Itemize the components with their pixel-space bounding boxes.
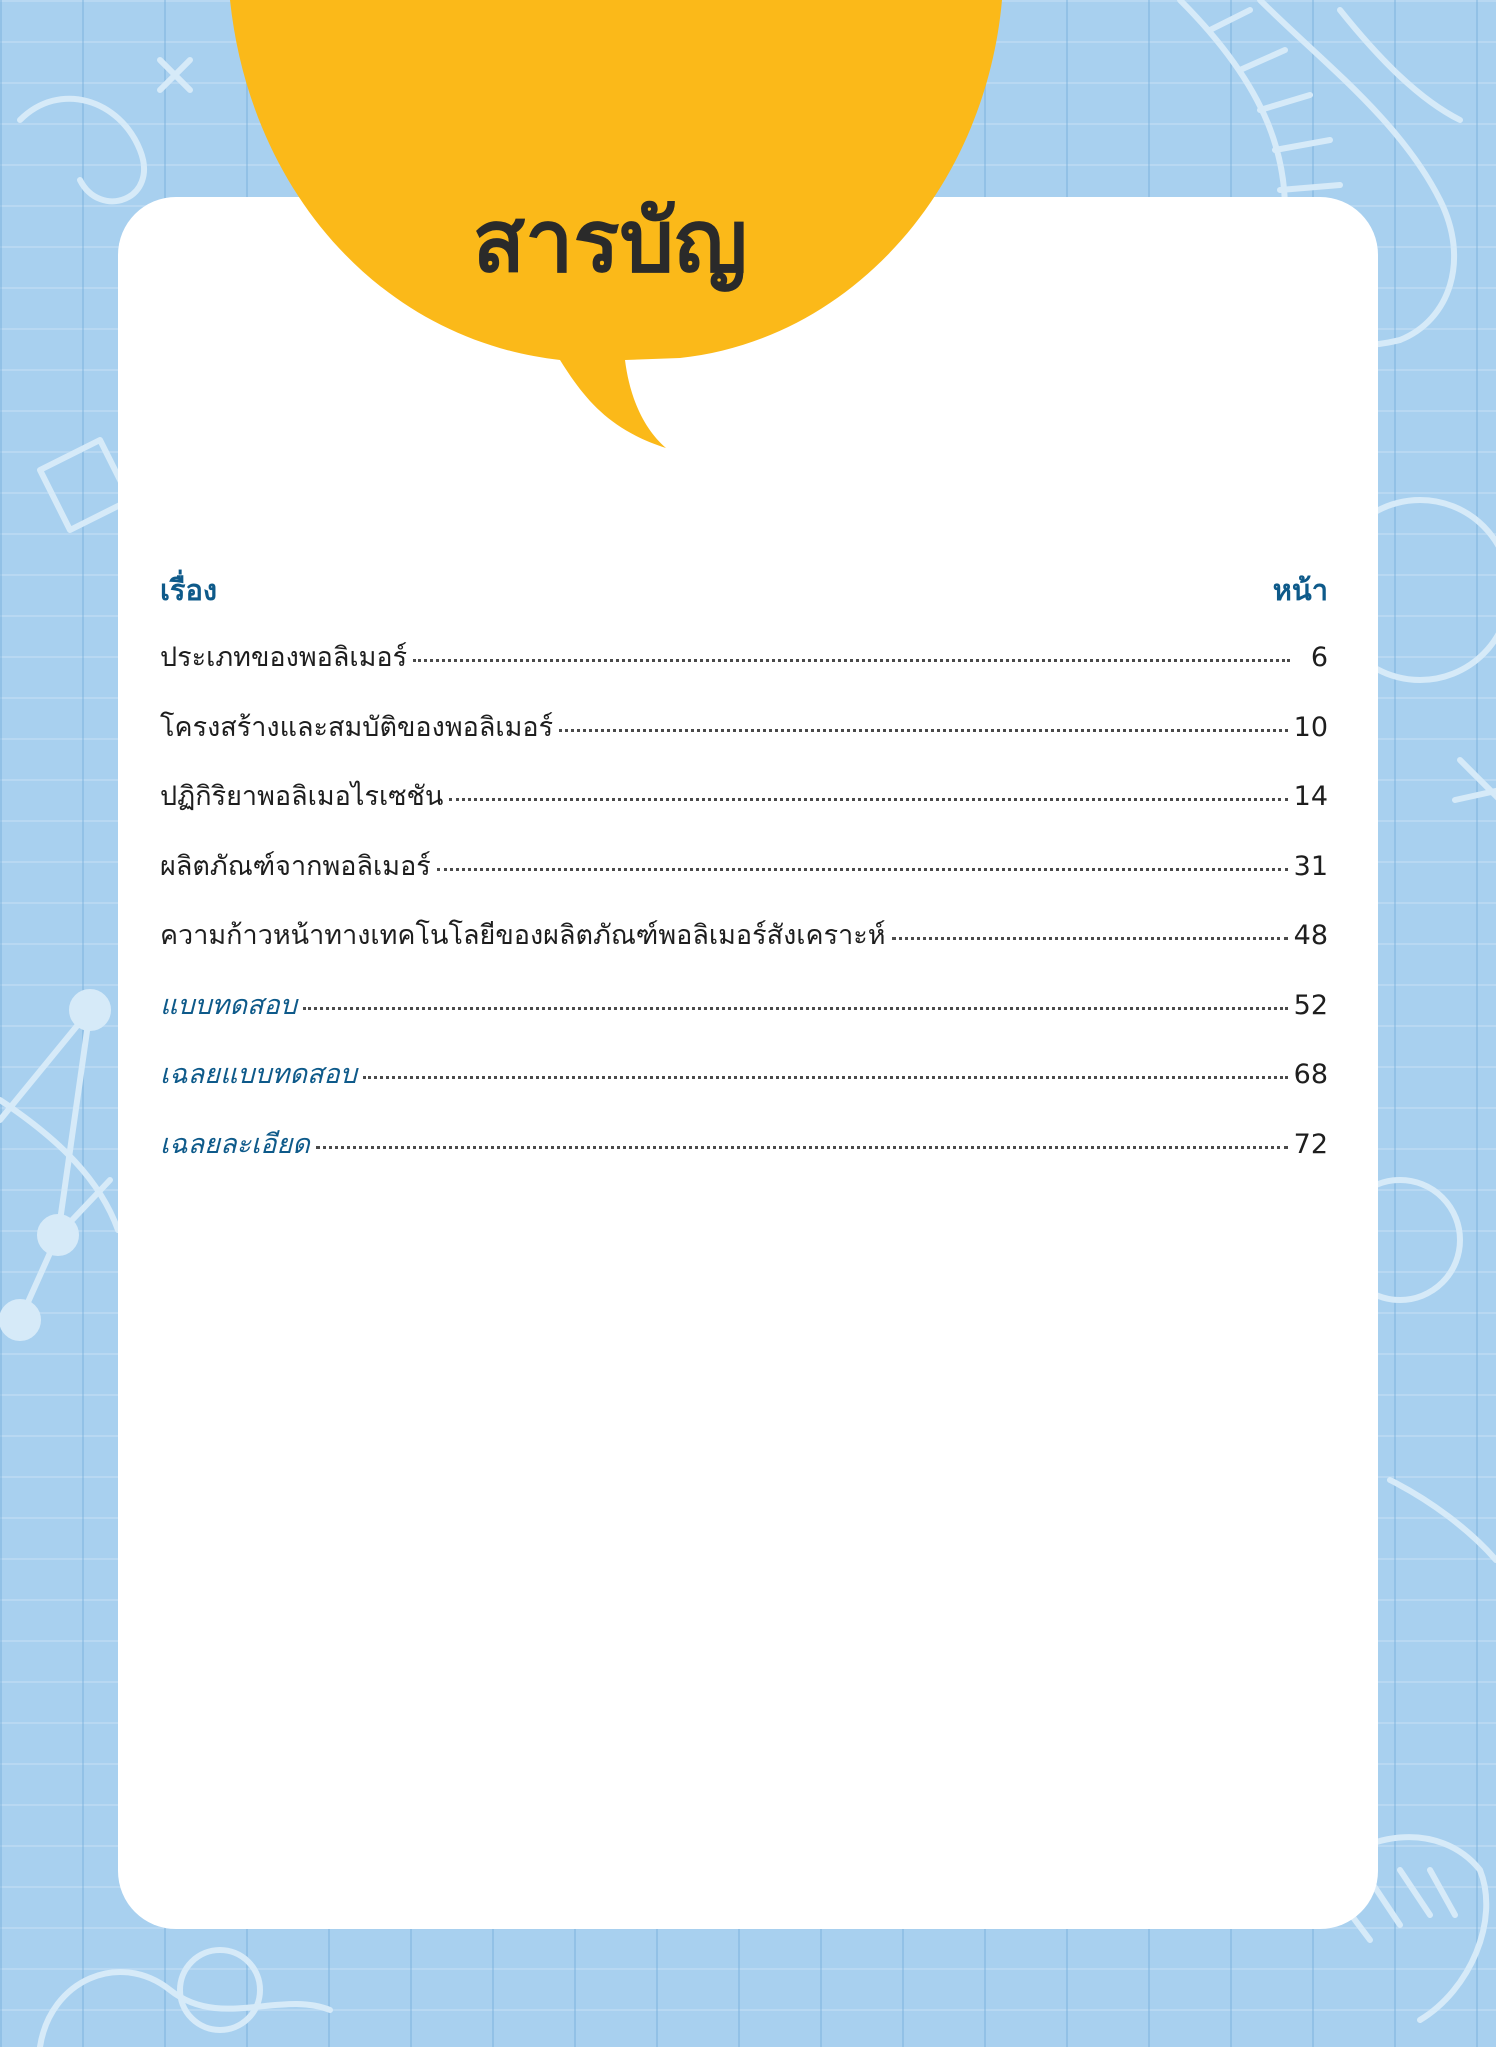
toc-entry-page: 14 <box>1293 781 1328 812</box>
toc-entry-label: โครงสร้างและสมบัติของพอลิเมอร์ <box>160 711 554 743</box>
toc-entry[interactable] <box>160 774 1328 844</box>
squiggle-doodle <box>1390 1480 1496 1560</box>
dot-leader <box>449 798 1287 801</box>
toc-entry-page: 68 <box>1293 1059 1328 1090</box>
dot-leader <box>892 937 1288 940</box>
toc-entry-label: ผลิตภัณฑ์จากพอลิเมอร์ <box>160 850 431 882</box>
dot-leader <box>316 1146 1288 1149</box>
toc-entry[interactable] <box>160 844 1328 914</box>
toc-entry-page: 6 <box>1310 642 1328 673</box>
toc-header-page: หน้า <box>1272 573 1328 607</box>
toc-entry-page: 10 <box>1293 711 1328 743</box>
toc-entry-page: 52 <box>1293 989 1328 1021</box>
toc-entry-label: ประเภทของพอลิเมอร์ <box>160 642 408 673</box>
toc-entry-label: ความก้าวหน้าทางเทคโนโลยีของผลิตภัณฑ์พอลิเมอร์สังเคราะห์ <box>160 920 886 951</box>
toc-entry[interactable] <box>160 635 1328 705</box>
table-of-contents <box>160 565 1328 1191</box>
dot-leader <box>413 659 1290 662</box>
toc-entry-label: แบบทดสอบ <box>160 989 297 1021</box>
toc-entry[interactable] <box>160 983 1328 1053</box>
toc-entry-page: 72 <box>1293 1128 1328 1160</box>
toc-header <box>160 565 1328 613</box>
dot-leader <box>437 868 1288 871</box>
molecule-bonds-icon <box>0 1010 110 1320</box>
squiggle-doodle <box>1455 760 1496 800</box>
toc-entry-label: เฉลยละเอียด <box>160 1128 310 1160</box>
dot-leader <box>303 1007 1288 1010</box>
toc-header-topic: เรื่อง <box>160 573 218 607</box>
dot-leader <box>363 1076 1288 1079</box>
toc-entry-page: 31 <box>1293 850 1328 882</box>
toc-entry[interactable] <box>160 913 1328 983</box>
toc-list <box>160 635 1328 1191</box>
toc-entry-page: 48 <box>1293 920 1328 951</box>
toc-entry[interactable] <box>160 705 1328 775</box>
dot-leader <box>559 729 1288 732</box>
toc-entry[interactable] <box>160 1122 1328 1192</box>
toc-entry[interactable] <box>160 1052 1328 1122</box>
circle-doodle <box>180 1950 260 2030</box>
page-title: สารบัญ <box>472 192 748 292</box>
toc-entry-label: ปฏิกิริยาพอลิเมอไรเซชัน <box>160 781 444 812</box>
toc-entry-label: เฉลยแบบทดสอบ <box>160 1059 357 1090</box>
